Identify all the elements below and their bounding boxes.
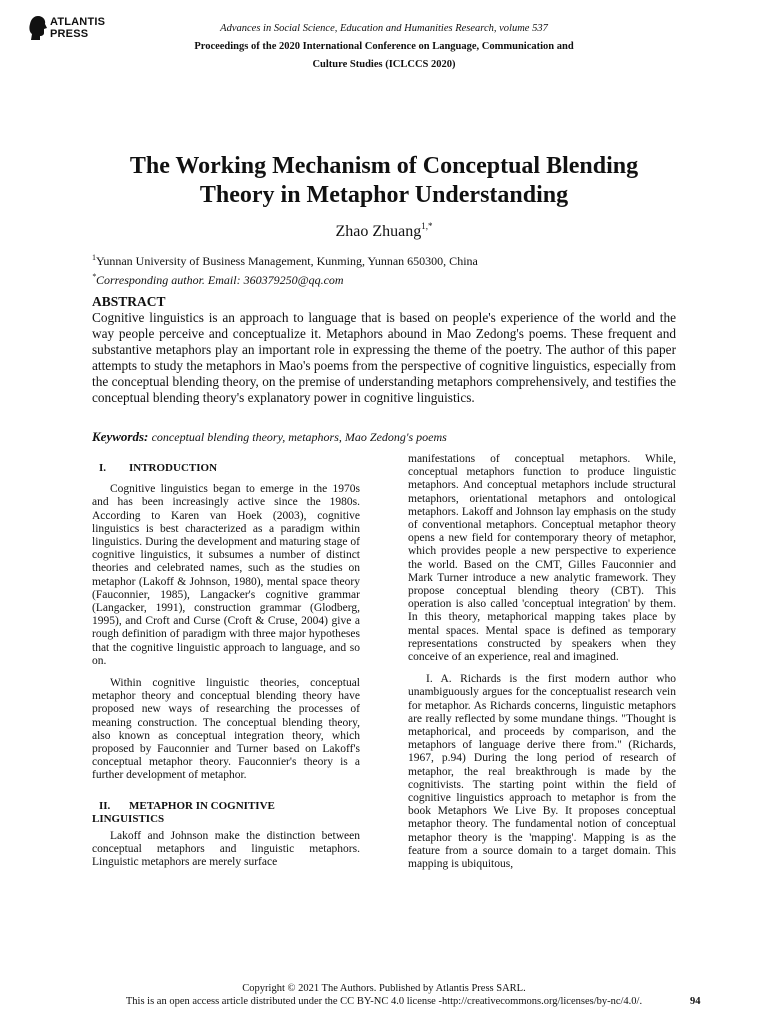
section-title-line-2: LINGUISTICS <box>92 812 165 825</box>
affiliation-line <box>92 250 692 269</box>
corresponding-mark: * <box>92 272 96 281</box>
affiliation-mark: 1 <box>92 253 96 262</box>
keywords-label: Keywords: <box>92 429 149 444</box>
right-column <box>408 453 676 871</box>
logo-line-2: PRESS <box>50 28 89 40</box>
section-number: I. <box>99 462 107 474</box>
intro-paragraph-2: Within cognitive linguistic theories, conceptual metaphor theory and conceptual blending theory have proposed new ways of researching the processes of meaning construction. The conceptual blending theory, also known as conceptual integration theory, which proposed by Fauconnier and Turner based on Lakoff's conceptual metaphor theory. Fauconnier's theory is a further development of metaphor. <box>92 677 360 782</box>
author-marks: 1,* <box>421 221 433 231</box>
corresponding-text: Corresponding author. Email: 360379250@qq.com <box>96 273 344 287</box>
affiliation-block <box>92 250 692 288</box>
title-line-2: Theory in Metaphor Understanding <box>199 182 569 208</box>
keywords-text: conceptual blending theory, metaphors, Mao Zedong's poems <box>151 430 447 444</box>
abstract-heading: ABSTRACT <box>92 294 166 309</box>
keywords-line <box>92 429 676 445</box>
section-title: INTRODUCTION <box>129 462 218 474</box>
metaphor-paragraph-1-continued: manifestations of conceptual metaphors. While, conceptual metaphors function to produce linguistic metaphors. And conceptual metaphors include structural metaphors, orientational metaphors and ontological metaphors. Lakoff and Johnson lay emphasis on the study of conventional metaphors. Conceptual metaphor theory opens a new field for contemporary theory of metaphor, which provides people a new perspective to experience the world. Based on the CMT, Gilles Fauconnier and Mark Turner introduce a new analytic framework. They propose conceptual blending theory (CBT). This operation is also called 'conceptual integration' by them. In this theory, metaphorical mapping takes place by mental spaces. Mental space is defined as temporary representations constructed by speakers when they conceive of an experience, real and imagined. <box>408 453 676 664</box>
author-line <box>0 216 768 242</box>
intro-paragraph-1: Cognitive linguistics began to emerge in the 1970s and has been increasingly active since the 1980s. According to Karen van Hoek (2003), cognitive linguistics is best characterized as a paradigm within linguistics. During the development and maturing stage of cognitive linguistics, it subsumes a number of distinct theories and celebrated names, such as the studies on metaphor (Lakoff & Johnson, 1980), mental space theory (Fauconnier, 1985), Langacker's cognitive grammar (Langacker, 1991), construction grammar (Glodberg, 1995), and Croft and Curse (Croft & Cruse, 2004) give a rough definition of paradigm with three major hypotheses that the cognitive linguistic approach to language, and so on. <box>92 483 360 667</box>
section-heading-metaphor <box>92 800 360 826</box>
section-title-line-1: METAPHOR IN COGNITIVE <box>129 799 275 812</box>
author-name: Zhao Zhuang <box>335 223 422 240</box>
corresponding-line <box>92 269 692 288</box>
paper-title <box>0 152 768 210</box>
section-heading-introduction <box>92 462 360 475</box>
abstract-text: Cognitive linguistics is an approach to language that is based on people's experience of the world and the way people perceive and conceptualize it. Metaphors abound in Mao Zedong's poems. These frequent and substantive metaphors play an important role in expressing the theme of the poetry. The author of this paper attempts to study the metaphors in Mao's poems from the perspective of cognitive linguistics, especially from the conceptual blending theory, on the premise of understanding metaphors comprehensively, and testifies the conceptual blending theory's explanatory power in cognitive linguistics. <box>92 310 676 405</box>
proceedings-line-1: Proceedings of the 2020 International Conference on Language, Communication and <box>194 41 574 52</box>
metaphor-paragraph-1: Lakoff and Johnson make the distinction between conceptual metaphors and linguistic metaphors. Linguistic metaphors are merely surface <box>92 830 360 869</box>
section-number: II. <box>99 799 111 812</box>
title-line-1: The Working Mechanism of Conceptual Blending <box>129 153 639 179</box>
copyright-line: Copyright © 2021 The Authors. Published by Atlantis Press SARL. <box>242 983 526 994</box>
journal-line: Advances in Social Science, Education and Humanities Research, volume 537 <box>220 23 548 34</box>
affiliation-text: Yunnan University of Business Management, Kunming, Yunnan 650300, China <box>96 254 478 268</box>
logo-line-1: ATLANTIS <box>50 16 106 28</box>
license-line: This is an open access article distributed under the CC BY-NC 4.0 license -http://creativecommons.org/licenses/by-nc/4.0/. <box>125 996 643 1007</box>
proceedings-line-2: Culture Studies (ICLCCS 2020) <box>312 59 456 70</box>
metaphor-paragraph-2: I. A. Richards is the first modern author who unambiguously argues for the conceptualist research vein for metaphor. As Richards concerns, linguistic metaphors are really reflected by some mundane things. "Thought is metaphorical, and proceeds by comparison, and the metaphors of language derive there from." (Richards, 1967, p.94) During the long period of research of metaphor, the real breakthrough is made by the cognitivists. The starting point within the field of cognitive linguistics approach to metaphor is from the book Metaphors We Live By. It proposes conceptual metaphor theory. The fundamental notion of conceptual metaphor theory is the 'mapping'. Mapping is as the feature from a source domain to a target domain. This mapping is ubiquitous, <box>408 673 676 871</box>
left-column <box>92 462 360 870</box>
page-number: 94 <box>690 996 701 1007</box>
